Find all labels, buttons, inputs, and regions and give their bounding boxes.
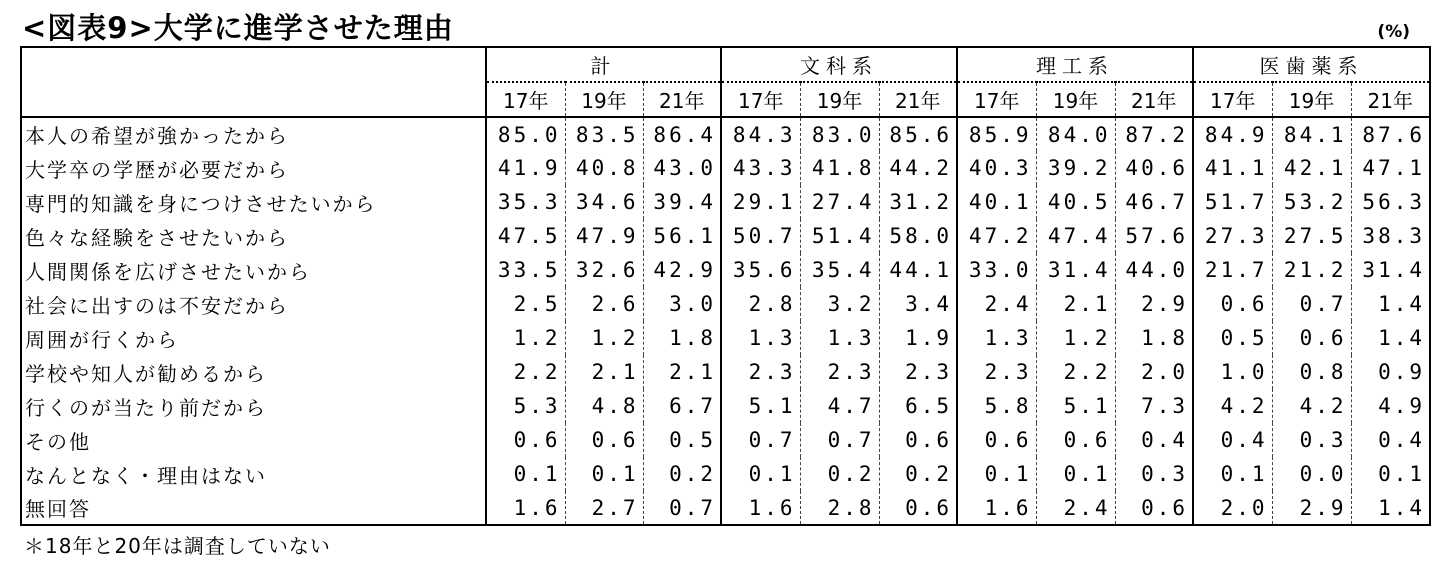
value-cell: 1.6 [486,491,565,525]
group-header-row [21,47,1430,82]
value-cell: 84.3 [721,117,800,151]
table-row [21,185,1430,219]
value-cell: 2.0 [1193,491,1272,525]
value-cell: 0.7 [643,491,721,525]
row-label: 専門的知識を身につけさせたいから [21,185,486,219]
value-cell: 1.0 [1193,355,1272,389]
value-cell: 0.4 [1115,423,1193,457]
value-cell: 29.1 [721,185,800,219]
corner-cell [21,47,486,117]
table-row [21,355,1430,389]
row-label: 大学卒の学歴が必要だから [21,151,486,185]
value-cell: 27.5 [1272,219,1351,253]
value-cell: 5.1 [721,389,800,423]
table-row [21,287,1430,321]
value-cell: 21.7 [1193,253,1272,287]
value-cell: 1.2 [1036,321,1115,355]
value-cell: 1.8 [1115,321,1193,355]
value-cell: 1.6 [721,491,800,525]
value-cell: 0.6 [1036,423,1115,457]
value-cell: 2.2 [486,355,565,389]
value-cell: 87.2 [1115,117,1193,151]
value-cell: 0.6 [879,423,957,457]
value-cell: 1.4 [1378,495,1425,520]
figure-title: <図表9>大学に進学させた理由 [22,11,454,45]
value-cell: 2.4 [957,287,1036,321]
value-cell: 2.8 [721,287,800,321]
value-cell: 51.7 [1193,185,1272,219]
row-label: その他 [21,423,486,457]
value-cell: 0.1 [565,457,643,491]
value-cell: 21.2 [1272,253,1351,287]
value-cell: 47.2 [957,219,1036,253]
value-cell: 87.6 [1362,122,1425,147]
year-header: 19年 [1272,82,1351,117]
value-cell: 0.5 [1193,321,1272,355]
row-label: 無回答 [21,491,486,525]
value-cell: 84.0 [1036,117,1115,151]
value-cell: 44.1 [879,253,957,287]
value-cell: 35.6 [721,253,800,287]
table-row [21,151,1430,185]
value-cell: 56.3 [1362,190,1425,214]
value-cell: 85.6 [879,117,957,151]
year-header: 17年 [957,82,1036,117]
value-cell: 39.2 [1036,151,1115,185]
value-cell: 40.8 [565,151,643,185]
value-cell: 0.6 [1115,491,1193,525]
value-cell: 47.9 [565,219,643,253]
value-cell: 2.1 [1036,287,1115,321]
value-cell: 46.7 [1115,185,1193,219]
year-header: 17年 [486,82,565,117]
value-cell: 0.1 [486,457,565,491]
value-cell: 0.2 [879,457,957,491]
row-label: 周囲が行くから [21,321,486,355]
value-cell: 0.2 [800,457,879,491]
value-cell: 31.2 [879,185,957,219]
unit-label: (%) [1377,22,1410,42]
value-cell: 85.9 [957,117,1036,151]
value-cell: 31.4 [1362,258,1425,282]
year-header: 17年 [721,82,800,117]
value-cell: 1.3 [957,321,1036,355]
table-row [21,423,1430,457]
value-cell: 44.0 [1115,253,1193,287]
value-cell: 40.5 [1036,185,1115,219]
value-cell: 2.3 [721,355,800,389]
group-header: 理工系 [957,47,1193,82]
year-header: 21年 [879,82,957,117]
footnote: ＊18年と20年は調査していない [24,534,331,558]
table-row [21,117,1430,151]
value-cell: 3.4 [879,287,957,321]
value-cell: 47.1 [1362,156,1425,180]
value-cell: 0.3 [1115,457,1193,491]
year-header: 21年 [643,82,721,117]
value-cell: 2.0 [1115,355,1193,389]
group-header: 計 [486,47,721,82]
value-cell: 4.7 [800,389,879,423]
value-cell: 2.3 [800,355,879,389]
value-cell: 0.7 [800,423,879,457]
value-cell: 1.9 [879,321,957,355]
value-cell: 6.5 [879,389,957,423]
value-cell: 40.1 [957,185,1036,219]
value-cell: 1.4 [1378,292,1425,316]
value-cell: 1.8 [643,321,721,355]
value-cell: 53.2 [1272,185,1351,219]
value-cell: 5.1 [1036,389,1115,423]
value-cell: 0.1 [957,457,1036,491]
value-cell: 83.5 [565,117,643,151]
value-cell: 0.1 [1193,457,1272,491]
value-cell: 4.2 [1193,389,1272,423]
value-cell: 7.3 [1115,389,1193,423]
value-cell: 41.1 [1193,151,1272,185]
value-cell: 43.0 [643,151,721,185]
value-cell: 0.6 [565,423,643,457]
year-header: 21年 [1115,82,1193,117]
value-cell: 0.2 [643,457,721,491]
value-cell: 84.9 [1193,117,1272,151]
value-cell: 47.5 [486,219,565,253]
value-cell: 1.3 [721,321,800,355]
value-cell: 5.8 [957,389,1036,423]
value-cell: 0.1 [721,457,800,491]
value-cell: 84.1 [1272,117,1351,151]
data-table [20,46,1431,526]
value-cell: 0.3 [1272,423,1351,457]
group-header: 文科系 [721,47,957,82]
value-cell: 6.7 [643,389,721,423]
value-cell: 32.6 [565,253,643,287]
value-cell: 39.4 [643,185,721,219]
value-cell: 42.1 [1272,151,1351,185]
value-cell: 2.3 [957,355,1036,389]
value-cell: 1.6 [957,491,1036,525]
value-cell: 47.4 [1036,219,1115,253]
table-body [21,117,1430,525]
row-label: 人間関係を広げさせたいから [21,253,486,287]
year-header: 19年 [800,82,879,117]
value-cell: 43.3 [721,151,800,185]
value-cell: 0.6 [1272,321,1351,355]
value-cell: 0.4 [1378,428,1425,452]
value-cell: 50.7 [721,219,800,253]
value-cell: 1.2 [486,321,565,355]
value-cell: 56.1 [643,219,721,253]
value-cell: 35.3 [486,185,565,219]
table-row [21,491,1430,525]
table-row [21,321,1430,355]
value-cell: 0.6 [486,423,565,457]
value-cell: 0.1 [1378,462,1425,486]
value-cell: 3.2 [800,287,879,321]
value-cell: 58.0 [879,219,957,253]
value-cell: 2.4 [1036,491,1115,525]
value-cell: 0.0 [1272,457,1351,491]
value-cell: 0.6 [1193,287,1272,321]
value-cell: 27.3 [1193,219,1272,253]
year-header: 19年 [565,82,643,117]
row-label: 本人の希望が強かったから [21,117,486,151]
value-cell: 31.4 [1036,253,1115,287]
value-cell: 4.9 [1378,394,1425,418]
value-cell: 2.9 [1115,287,1193,321]
value-cell: 2.3 [879,355,957,389]
value-cell: 4.8 [565,389,643,423]
value-cell: 2.1 [643,355,721,389]
value-cell: 0.7 [1272,287,1351,321]
value-cell: 0.6 [879,491,957,525]
row-label: 社会に出すのは不安だから [21,287,486,321]
value-cell: 0.9 [1378,360,1425,384]
value-cell: 42.9 [643,253,721,287]
value-cell: 33.5 [486,253,565,287]
value-cell: 1.3 [800,321,879,355]
value-cell: 2.7 [565,491,643,525]
value-cell: 38.3 [1362,224,1425,248]
value-cell: 85.0 [486,117,565,151]
value-cell: 44.2 [879,151,957,185]
value-cell: 2.2 [1036,355,1115,389]
value-cell: 34.6 [565,185,643,219]
value-cell: 0.4 [1193,423,1272,457]
table-row [21,219,1430,253]
value-cell: 3.0 [643,287,721,321]
value-cell: 40.3 [957,151,1036,185]
value-cell: 1.4 [1378,326,1425,350]
row-label: 行くのが当たり前だから [21,389,486,423]
value-cell: 51.4 [800,219,879,253]
table-row [21,253,1430,287]
year-header: 19年 [1036,82,1115,117]
year-header: 21年 [1351,82,1430,117]
row-label: 学校や知人が勧めるから [21,355,486,389]
value-cell: 0.1 [1036,457,1115,491]
value-cell: 35.4 [800,253,879,287]
value-cell: 2.6 [565,287,643,321]
value-cell: 41.9 [486,151,565,185]
value-cell: 1.2 [565,321,643,355]
row-label: なんとなく・理由はない [21,457,486,491]
value-cell: 40.6 [1115,151,1193,185]
value-cell: 5.3 [486,389,565,423]
value-cell: 0.5 [643,423,721,457]
year-header: 17年 [1193,82,1272,117]
value-cell: 2.8 [800,491,879,525]
value-cell: 4.2 [1272,389,1351,423]
value-cell: 0.6 [957,423,1036,457]
group-header: 医歯薬系 [1193,47,1430,82]
value-cell: 27.4 [800,185,879,219]
row-label: 色々な経験をさせたいから [21,219,486,253]
value-cell: 33.0 [957,253,1036,287]
value-cell: 0.8 [1272,355,1351,389]
value-cell: 83.0 [800,117,879,151]
value-cell: 2.1 [565,355,643,389]
value-cell: 2.5 [486,287,565,321]
value-cell: 41.8 [800,151,879,185]
table-row [21,457,1430,491]
value-cell: 86.4 [643,117,721,151]
value-cell: 0.7 [721,423,800,457]
table-row [21,389,1430,423]
value-cell: 57.6 [1115,219,1193,253]
value-cell: 2.9 [1272,491,1351,525]
